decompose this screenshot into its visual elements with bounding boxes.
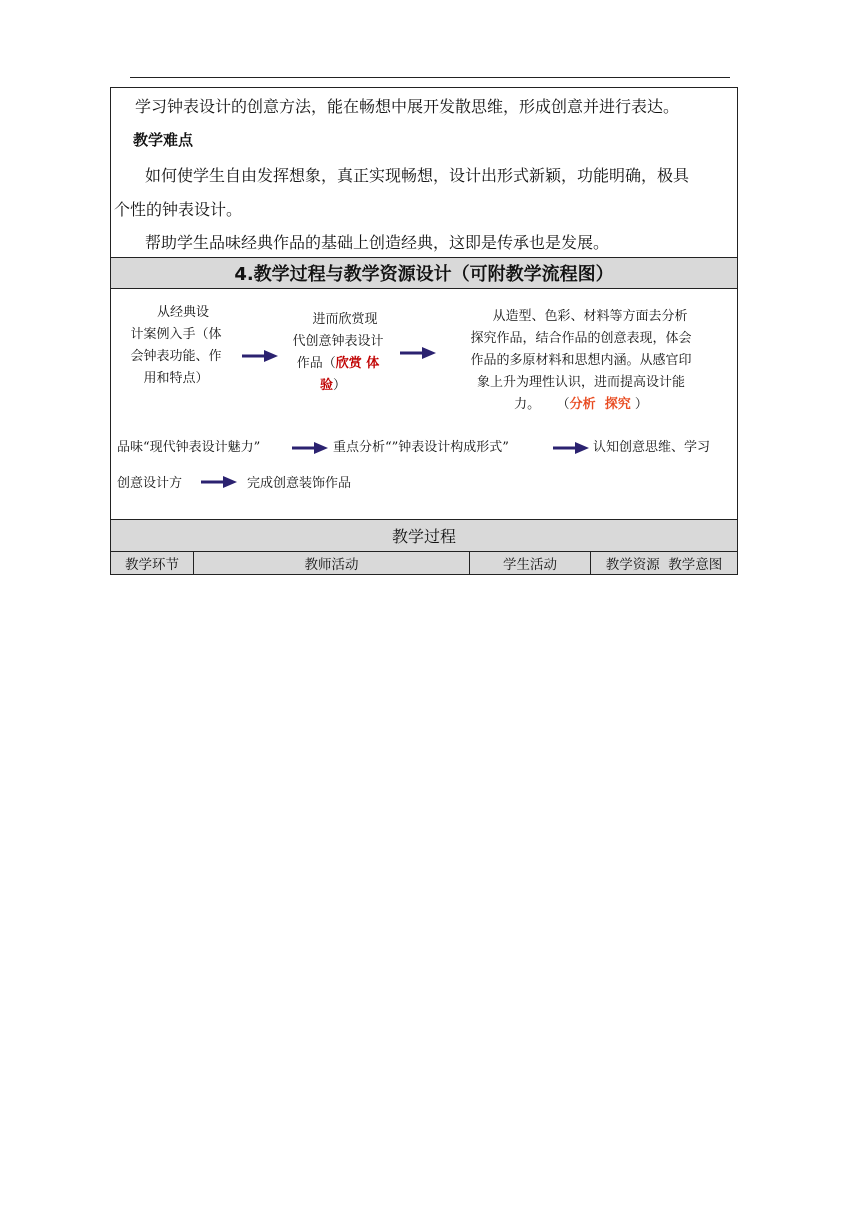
flow-row2-part3: 认知创意思维、学习 [593, 440, 711, 455]
col-resources-intent: 教学资源 教学意图 [605, 557, 723, 573]
col-student-activity: 学生活动 [470, 552, 591, 574]
flow-arrow-1 [242, 350, 278, 362]
flow-row3-part2: 完成创意装饰作品 [247, 476, 352, 491]
col-teaching-stage: 教学环节 [111, 552, 194, 574]
col-teacher-activity: 教师活动 [194, 552, 470, 574]
difficulty-text-line3: 帮助学生品味经典作品的基础上创造经典，这即是传承也是发展。 [145, 233, 610, 252]
flow-row2-part1: 品味“现代钟表设计魅力” [117, 440, 261, 455]
page-header-rule [130, 77, 730, 78]
process-column-headers [110, 552, 738, 575]
section4-title: 4.教学过程与教学资源设计（可附教学流程图） [110, 257, 738, 289]
flow-row2-part2: 重点分析“”钟表设计构成形式” [333, 440, 509, 455]
flow-arrow-3 [292, 442, 328, 454]
flow-step3: 从造型、色彩、材料等方面去分析 探究作品，结合作品的创意表现，体会 作品的多原材料和思想内涵。从感官印 象上升为理性认识，进而提高设计能 力。 （分析 探究 ） [470, 309, 692, 412]
objective-text: 学习钟表设计的创意方法，能在畅想中展开发散思维，形成创意并进行表达。 [135, 97, 680, 116]
difficulty-heading: 教学难点 [133, 131, 194, 149]
process-title: 教学过程 [110, 520, 738, 552]
difficulty-text-line2: 个性的钟表设计。 [114, 200, 243, 219]
flow-arrow-4 [553, 442, 589, 454]
flow-row3-part1: 创意设计方 [117, 476, 183, 491]
flow-arrow-2 [400, 347, 436, 359]
flow-step2: 进而欣赏现 代创意钟表设计 作品（欣赏 体 验） [292, 312, 384, 393]
flow-step1: 从经典设 计案例入手（体 会钟表功能、作 用和特点） [130, 305, 222, 386]
flow-arrow-5 [201, 476, 237, 488]
difficulty-text-line1: 如何使学生自由发挥想象，真正实现畅想，设计出形式新颖，功能明确，极具 [145, 166, 690, 185]
